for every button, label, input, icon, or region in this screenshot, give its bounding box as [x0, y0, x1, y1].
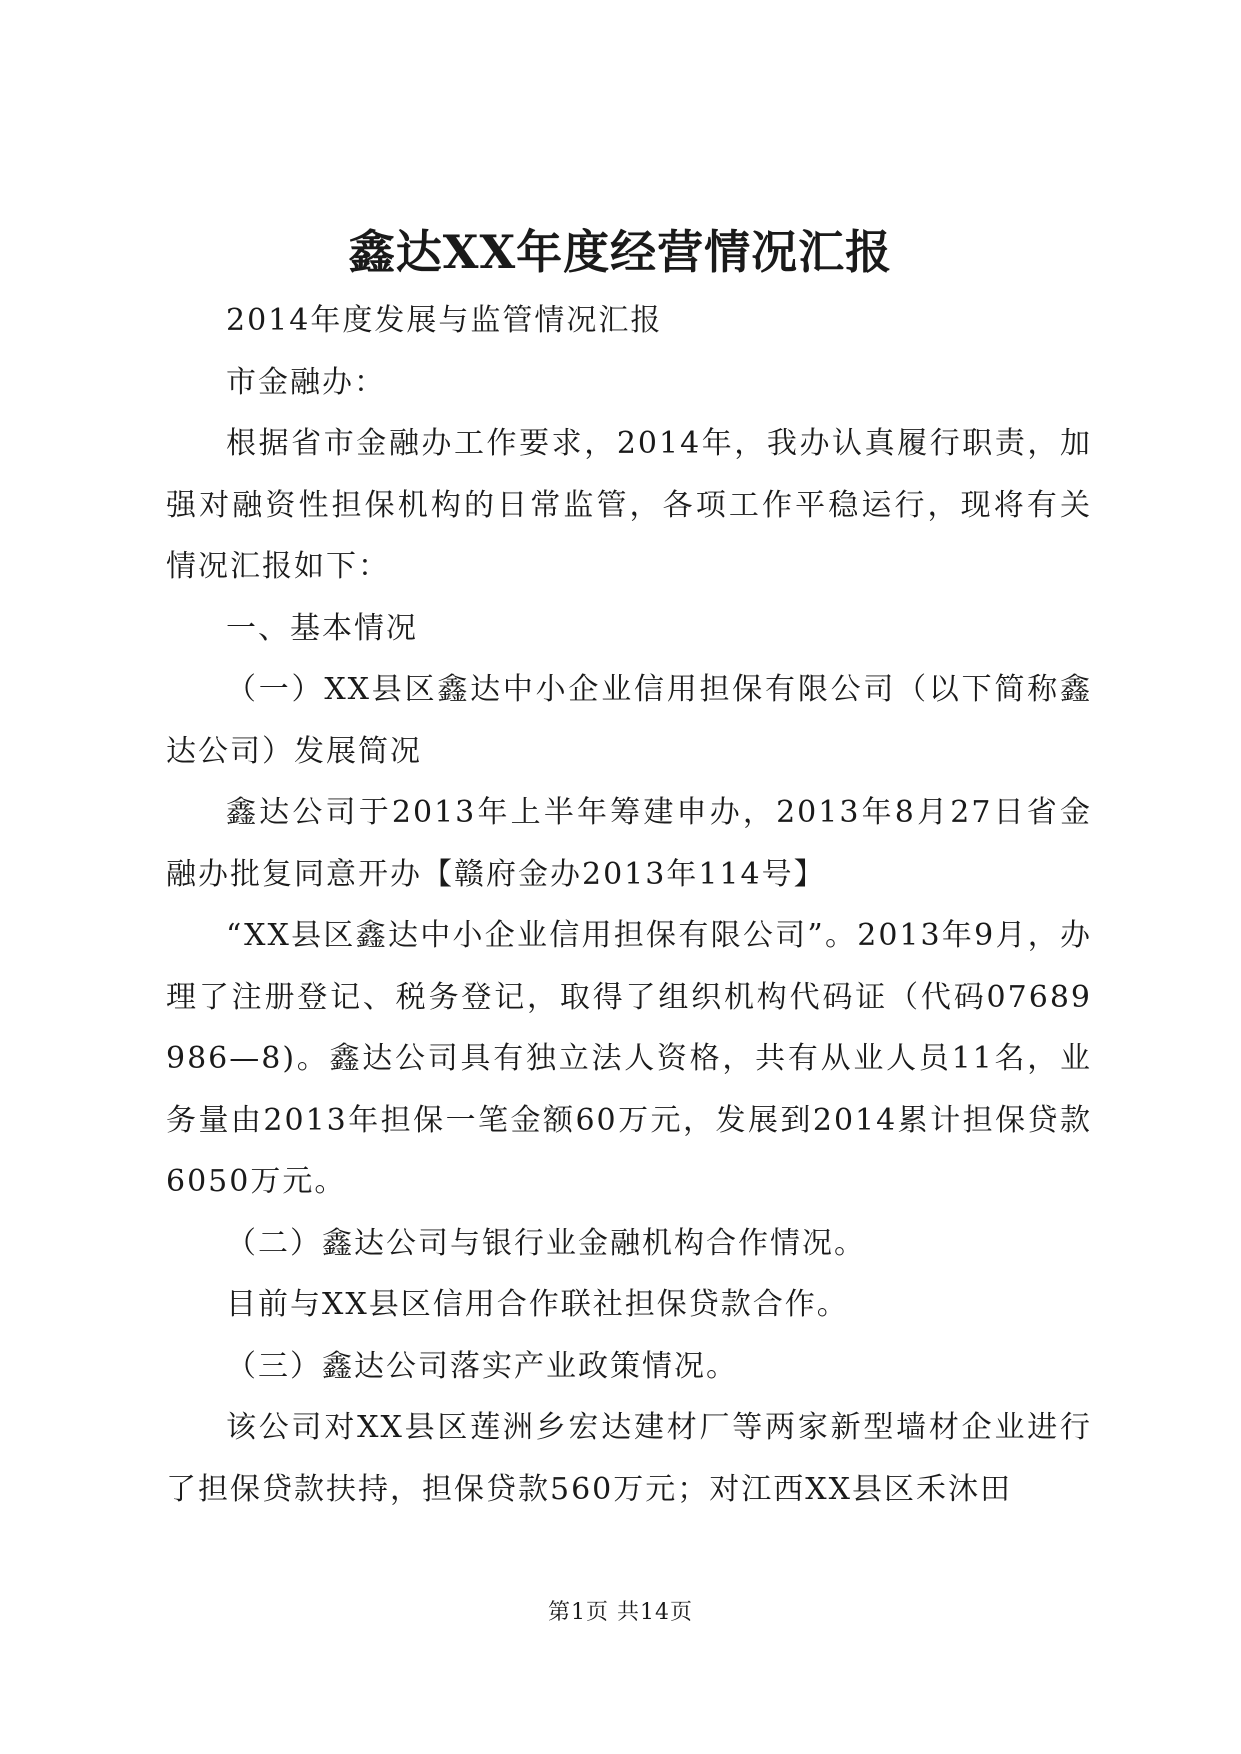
paragraph-registration: “XX县区鑫达中小企业信用担保有限公司”。2013年9月，办理了注册登记、税务登记，取得了组织机构代码证（代码07689986—8)。鑫达公司具有独立法人资格，共有从业人员11名，业务量由2013年担保一笔金额60万元，发展到2014累计担保贷款6050万元。 — [166, 918, 1092, 1199]
paragraph-policy: 该公司对XX县区莲洲乡宏达建材厂等两家新型墙材企业进行了担保贷款扶持，担保贷款560万元；对江西XX县区禾沐田 — [166, 1410, 1092, 1507]
subsection-heading-1: （一）XX县区鑫达中小企业信用担保有限公司（以下简称鑫达公司）发展简况 — [166, 672, 1092, 769]
paragraph-founding: 鑫达公司于2013年上半年筹建申办，2013年8月27日省金融办批复同意开办【赣府金办2013年114号】 — [166, 795, 1092, 892]
document-title: 鑫达XX年度经营情况汇报 — [348, 225, 893, 279]
section-heading-basic: 一、基本情况 — [226, 610, 418, 646]
paragraph-addressee: 市金融办： — [226, 364, 386, 400]
document-body — [166, 290, 1092, 1520]
paragraph-intro: 根据省市金融办工作要求，2014年，我办认真履行职责，加强对融资性担保机构的日常监管，各项工作平稳运行，现将有关情况汇报如下： — [166, 426, 1092, 584]
subsection-heading-2: （二）鑫达公司与银行业金融机构合作情况。 — [226, 1225, 866, 1261]
page-footer: 第1页 共14页 — [548, 1600, 693, 1625]
paragraph-subtitle: 2014年度发展与监管情况汇报 — [226, 303, 663, 338]
subsection-heading-3: （三）鑫达公司落实产业政策情况。 — [226, 1348, 738, 1384]
paragraph-cooperation: 目前与XX县区信用合作联社担保贷款合作。 — [226, 1287, 849, 1322]
